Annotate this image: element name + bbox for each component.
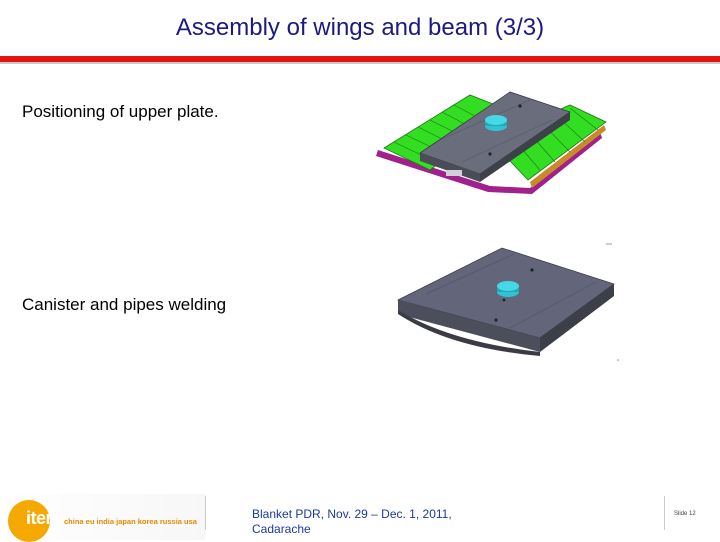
footer-divider-left	[205, 496, 206, 530]
figure-upper-plate-assembly	[370, 70, 620, 200]
logo-wordmark: iter	[26, 508, 53, 528]
figure-canister-welding	[390, 238, 630, 366]
partner-list: china eu india japan korea russia usa	[64, 517, 197, 526]
caption-canister-welding: Canister and pipes welding	[22, 295, 227, 314]
title-rule-shadow	[0, 62, 720, 64]
slide-number: Slide 12	[674, 511, 696, 517]
footer-divider-right	[664, 496, 665, 530]
footer-meeting-info: Blanket PDR, Nov. 29 – Dec. 1, 2011, Cadarache	[252, 507, 452, 536]
slide-title: Assembly of wings and beam (3/3)	[175, 14, 545, 41]
caption-upper-plate: Positioning of upper plate.	[22, 102, 219, 121]
